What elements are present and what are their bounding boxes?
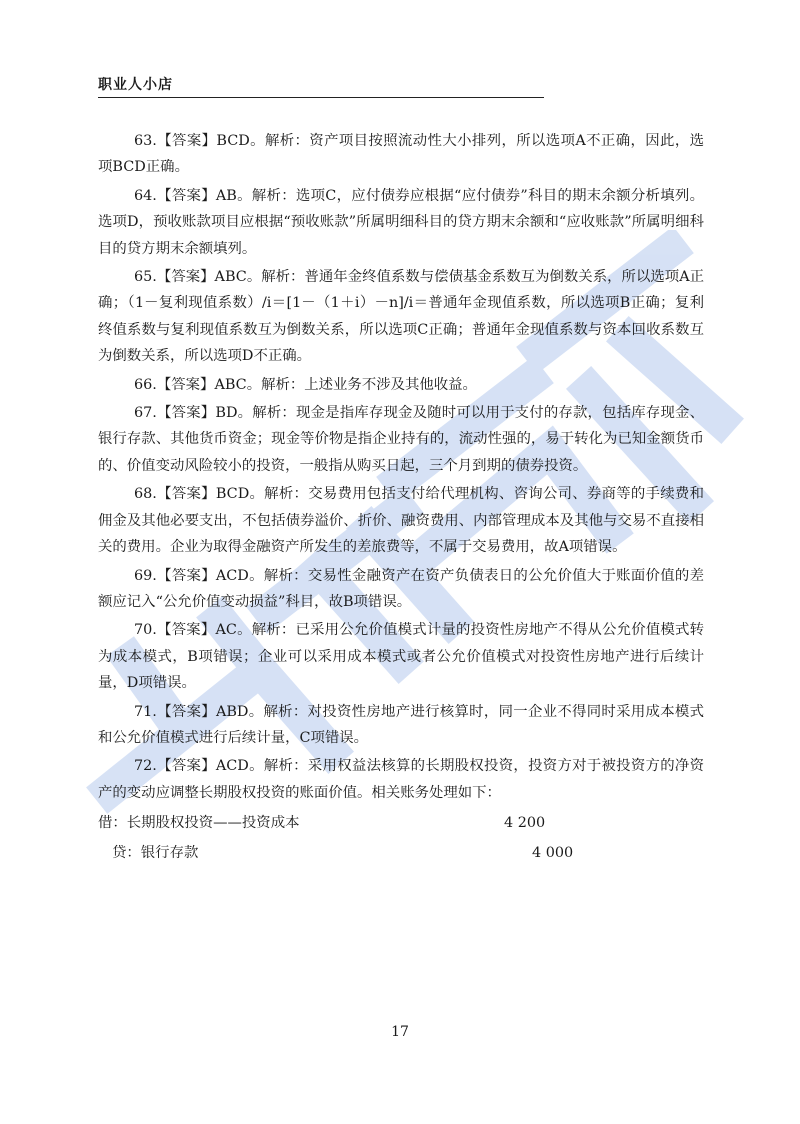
answer-paragraph-66: 66.【答案】ABC。解析：上述业务不涉及其他收益。 <box>134 376 477 393</box>
answer-paragraph-68: 68.【答案】BCD。解析：交易费用包括支付给代理机构、咨询公司、券商等的手续费和佣金及其他必要支出，不包括债券溢价、折价、融资费用、内部管理成本及其他与交易不直接相关的费用。企业为取得金融资产所发生的差旅费等，不属于交易费用，故A项错误。 <box>98 486 704 556</box>
debit-amount: 4 200 <box>504 815 546 832</box>
header-divider <box>98 97 544 98</box>
journal-debit-line <box>98 808 704 838</box>
journal-credit-line <box>98 838 704 868</box>
answer-paragraph-69: 69.【答案】ACD。解析：交易性金融资产在资产负债表日的公允价值大于账面价值的差额应记入“公允价值变动损益”科目，故B项错误。 <box>98 567 704 610</box>
answer-paragraph-67: 67.【答案】BD。解析：现金是指库存现金及随时可以用于支付的存款，包括库存现金、银行存款、其他货币资金；现金等价物是指企业持有的，流动性强的，易于转化为已知金额货币的、价值变动风险较小的投资，一般指从购买日起，三个月到期的债券投资。 <box>98 405 704 474</box>
answer-paragraph-63: 63.【答案】BCD。解析：资产项目按照流动性大小排列，所以选项A不正确，因此，选项BCD正确。 <box>98 133 704 176</box>
credit-amount: 4 000 <box>532 845 574 862</box>
answer-content <box>98 128 704 868</box>
answer-paragraph-65: 65.【答案】ABC。解析：普通年金终值系数与偿债基金系数互为倒数关系，所以选项A正确；（1－复利现值系数）/i＝[1－（1＋i）－n]/i＝普通年金现值系数，所以选项B正确；复利终值系数与复利现值系数互为倒数关系，所以选项C正确；普通年金现值系数与资本回收系数互为倒数关系，所以选项D不正确。 <box>98 269 704 365</box>
answer-paragraph-71: 71.【答案】ABD。解析：对投资性房地产进行核算时，同一企业不得同时采用成本模式和公允价值模式进行后续计量，C项错误。 <box>98 703 704 746</box>
answer-paragraph-64: 64.【答案】AB。解析：选项C，应付债券应根据“应付债券”科目的期末余额分析填列。选项D，预收账款项目应根据“预收账款”所属明细科目的贷方期末余额和“应收账款”所属明细科目的贷方期末余额填列。 <box>98 187 704 257</box>
debit-account: 借：长期股权投资——投资成本 <box>98 815 300 832</box>
answer-paragraph-70: 70.【答案】AC。解析：已采用公允价值模式计量的投资性房地产不得从公允价值模式转为成本模式，B项错误；企业可以采用成本模式或者公允价值模式对投资性房地产进行后续计量，D项错误。 <box>98 622 704 692</box>
answer-paragraph-72: 72.【答案】ACD。解析：采用权益法核算的长期股权投资，投资方对于被投资方的净资产的变动应调整长期股权投资的账面价值。相关账务处理如下： <box>98 758 704 801</box>
page-number: 17 <box>391 1024 409 1040</box>
credit-account: 贷：银行存款 <box>112 845 199 862</box>
page-header-title: 职业人小店 <box>98 77 173 93</box>
